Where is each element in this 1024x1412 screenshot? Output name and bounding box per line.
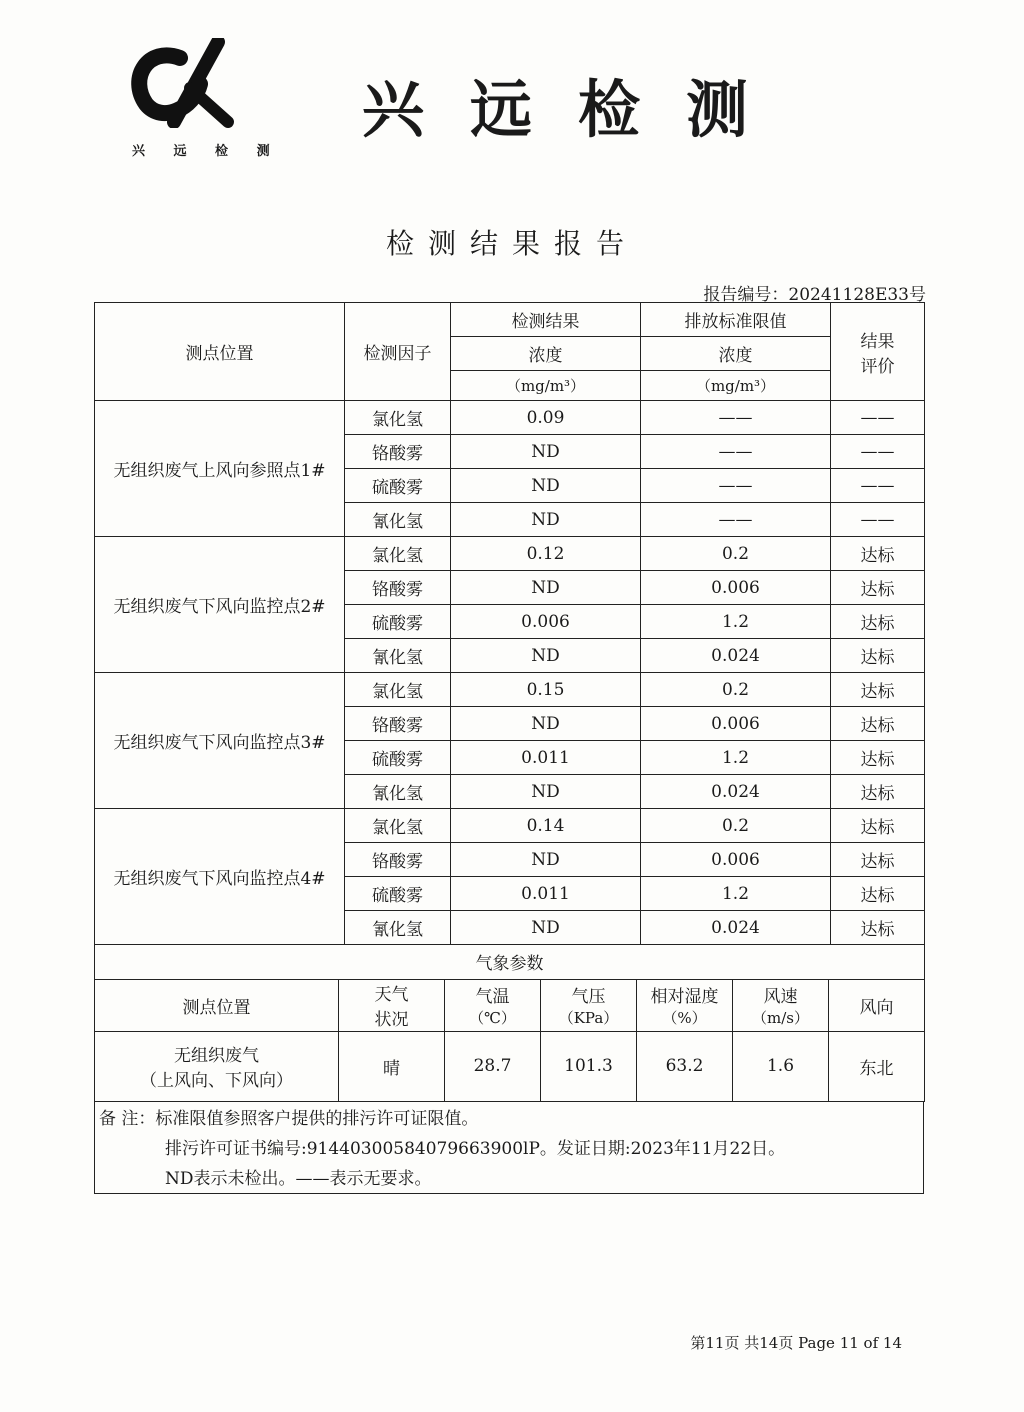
result-cell: ND (451, 469, 641, 503)
result-cell: 0.14 (451, 809, 641, 843)
weather-header-humidity (637, 979, 733, 1031)
limit-cell: —— (641, 503, 831, 537)
eval-cell: —— (831, 435, 925, 469)
weather-table (94, 945, 925, 1102)
header-eval-text: 结果评价 (860, 331, 895, 377)
eval-cell: 达标 (831, 673, 925, 707)
results-frame (94, 302, 924, 1194)
location-cell: 无组织废气上风向参照点1# (95, 401, 345, 537)
factor-cell: 铬酸雾 (345, 843, 451, 877)
weather-header-temp-label: 气温 (475, 987, 510, 1007)
limit-cell: 0.006 (641, 843, 831, 877)
limit-cell: 0.006 (641, 707, 831, 741)
weather-header-sky (339, 979, 445, 1031)
location-cell: 无组织废气下风向监控点2# (95, 537, 345, 673)
factor-cell: 氯化氢 (345, 537, 451, 571)
table-row (95, 401, 925, 435)
weather-location-line1: 无组织废气 (174, 1046, 259, 1066)
factor-cell: 硫酸雾 (345, 877, 451, 911)
factor-cell: 铬酸雾 (345, 571, 451, 605)
result-cell: ND (451, 435, 641, 469)
weather-wind-dir: 东北 (829, 1031, 925, 1101)
limit-cell: 1.2 (641, 741, 831, 775)
page-footer: 第11页 共14页 Page 11 of 14 (690, 1334, 902, 1352)
weather-location-line2: （上风向、下风向） (140, 1071, 293, 1091)
eval-cell: 达标 (831, 741, 925, 775)
weather-header-temp-unit: （℃） (469, 1009, 516, 1027)
factor-cell: 氰化氢 (345, 639, 451, 673)
eval-cell: 达标 (831, 605, 925, 639)
result-cell: 0.006 (451, 605, 641, 639)
eval-cell: 达标 (831, 639, 925, 673)
limit-cell: 0.2 (641, 537, 831, 571)
eval-cell: —— (831, 401, 925, 435)
note-line-3: ND表示未检出。——表示无要求。 (165, 1168, 432, 1189)
result-cell: 0.12 (451, 537, 641, 571)
eval-cell: 达标 (831, 877, 925, 911)
eval-cell: 达标 (831, 571, 925, 605)
factor-cell: 硫酸雾 (345, 469, 451, 503)
weather-header-wind-speed (733, 979, 829, 1031)
results-table (94, 302, 925, 945)
eval-cell: 达标 (831, 537, 925, 571)
weather-title: 气象参数 (95, 945, 925, 979)
result-cell: ND (451, 911, 641, 945)
limit-cell: 0.024 (641, 911, 831, 945)
brand-name: 兴远检测 (362, 73, 795, 146)
factor-cell: 氯化氢 (345, 673, 451, 707)
result-cell: ND (451, 707, 641, 741)
logo-caption: 兴 远 检 测 (132, 144, 282, 159)
limit-cell: —— (641, 469, 831, 503)
factor-cell: 氯化氢 (345, 809, 451, 843)
factor-cell: 硫酸雾 (345, 741, 451, 775)
factor-cell: 铬酸雾 (345, 707, 451, 741)
header-limit-unit: （mg/m³） (641, 371, 831, 401)
result-cell: 0.011 (451, 741, 641, 775)
factor-cell: 硫酸雾 (345, 605, 451, 639)
limit-cell: —— (641, 401, 831, 435)
weather-wind-speed: 1.6 (733, 1031, 829, 1101)
factor-cell: 氰化氢 (345, 503, 451, 537)
eval-cell: 达标 (831, 809, 925, 843)
weather-header-location: 测点位置 (95, 979, 339, 1031)
report-title: 检测结果报告 (385, 227, 638, 260)
weather-sky: 晴 (339, 1031, 445, 1101)
limit-cell: 0.024 (641, 639, 831, 673)
header-result: 检测结果 (451, 303, 641, 337)
result-cell: ND (451, 843, 641, 877)
result-cell: 0.011 (451, 877, 641, 911)
limit-cell: 1.2 (641, 605, 831, 639)
eval-cell: —— (831, 469, 925, 503)
limit-cell: 1.2 (641, 877, 831, 911)
location-cell: 无组织废气下风向监控点3# (95, 673, 345, 809)
limit-cell: 0.006 (641, 571, 831, 605)
weather-header-humidity-unit: （%） (662, 1009, 707, 1027)
weather-location (95, 1031, 339, 1101)
header-limit: 排放标准限值 (641, 303, 831, 337)
weather-header-sky-text: 天气状况 (374, 985, 409, 1030)
weather-header-temp (445, 979, 541, 1031)
factor-cell: 氰化氢 (345, 911, 451, 945)
header-factor: 检测因子 (345, 303, 451, 401)
weather-header-pressure-unit: （KPa） (558, 1009, 619, 1027)
limit-cell: 0.2 (641, 673, 831, 707)
eval-cell: —— (831, 503, 925, 537)
table-row (95, 673, 925, 707)
table-row (95, 537, 925, 571)
note-line-1: 备 注：标准限值参照客户提供的排污许可证限值。 (99, 1108, 479, 1129)
weather-humidity: 63.2 (637, 1031, 733, 1101)
weather-header-humidity-label: 相对湿度 (650, 987, 719, 1007)
header-location: 测点位置 (95, 303, 345, 401)
weather-header-pressure (541, 979, 637, 1031)
result-cell: 0.15 (451, 673, 641, 707)
eval-cell: 达标 (831, 775, 925, 809)
report-number: 报告编号：20241128E33号 (703, 285, 926, 305)
factor-cell: 氯化氢 (345, 401, 451, 435)
table-row (95, 809, 925, 843)
limit-cell: 0.024 (641, 775, 831, 809)
factor-cell: 铬酸雾 (345, 435, 451, 469)
header-eval (831, 303, 925, 401)
limit-cell: 0.2 (641, 809, 831, 843)
result-cell: ND (451, 775, 641, 809)
weather-pressure: 101.3 (541, 1031, 637, 1101)
weather-header-pressure-label: 气压 (571, 987, 606, 1007)
weather-header-wind-dir: 风向 (829, 979, 925, 1031)
result-cell: ND (451, 571, 641, 605)
eval-cell: 达标 (831, 911, 925, 945)
weather-header-wind-speed-unit: （m/s） (752, 1009, 809, 1027)
eval-cell: 达标 (831, 843, 925, 877)
weather-header-wind-speed-label: 风速 (763, 987, 798, 1007)
eval-cell: 达标 (831, 707, 925, 741)
note-line-2: 排污许可证书编号:91440300584079663900lP。发证日期:2023年11月22日。 (165, 1138, 786, 1159)
limit-cell: —— (641, 435, 831, 469)
header-limit-conc: 浓度 (641, 337, 831, 371)
factor-cell: 氰化氢 (345, 775, 451, 809)
result-cell: ND (451, 639, 641, 673)
result-cell: ND (451, 503, 641, 537)
company-logo-icon (128, 38, 238, 128)
location-cell: 无组织废气下风向监控点4# (95, 809, 345, 945)
header-result-conc: 浓度 (451, 337, 641, 371)
result-cell: 0.09 (451, 401, 641, 435)
weather-temp: 28.7 (445, 1031, 541, 1101)
notes-section (94, 1102, 924, 1194)
header-result-unit: （mg/m³） (451, 371, 641, 401)
